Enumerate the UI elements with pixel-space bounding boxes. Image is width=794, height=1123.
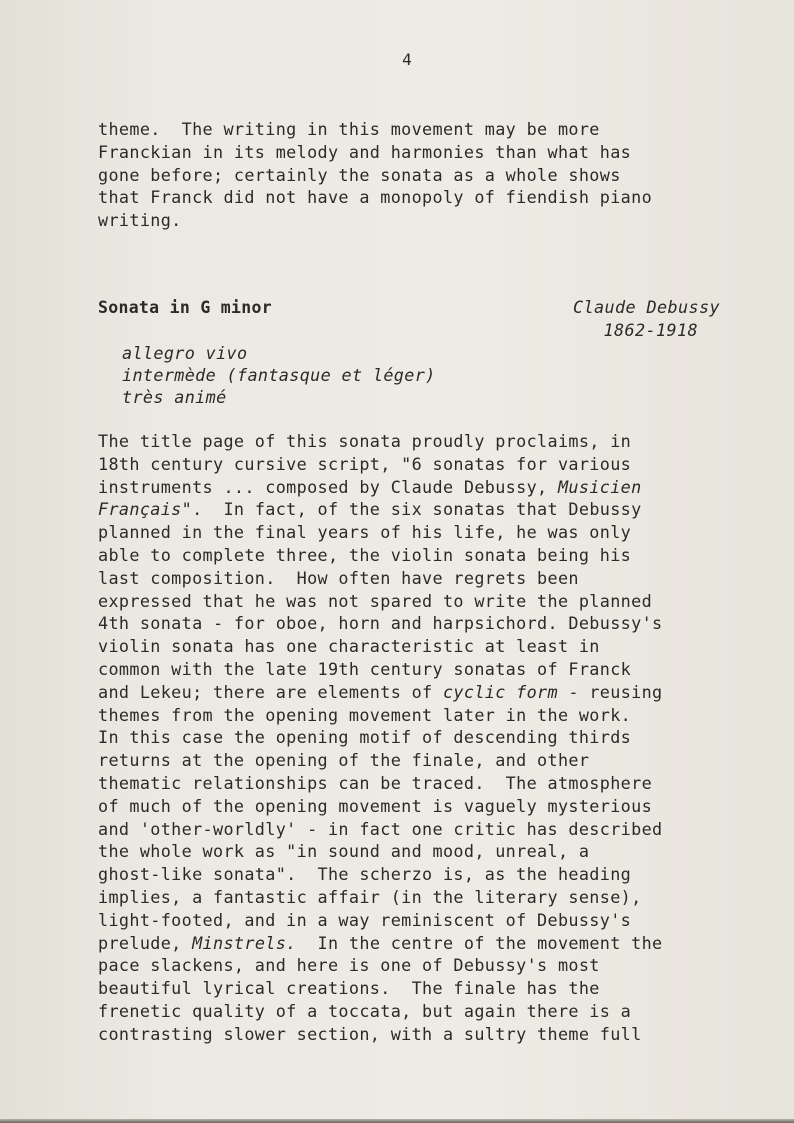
composer-block — [573, 296, 720, 341]
intro-paragraph: theme. The writing in this movement may be more Franckian in its melody and harmonies than what has gone before; certainly the sonata as a whole shows that Franck did not have a monopoly of fiendish piano writing. — [98, 119, 653, 231]
composer-dates: 1862-1918 — [603, 319, 698, 340]
body-paragraph: The title page of this sonata proudly proclaims, in 18th century cursive script, "6 sonatas for various instruments ... composed by Claude Debussy, Musicien Français". In fact, of the six sonatas that Debussy planned in the final years of his life, he was only able to complete three, the violin sonata being his last composition. How often have regrets been expressed that he was not spared to write the planned 4th sonata - for oboe, horn and harpsichord. Debussy's violin sonata has one characteristic at least in common with the late 19th century sonatas of Franck and Lekeu; there are elements of cyclic form - reusing themes from the opening movement later in the work. In this case the opening motif of descending thirds returns at the opening of the finale, and other thematic relationships can be traced. The atmosphere of much of the opening movement is vaguely mysterious and 'other-worldly' - in fact one critic has described the whole work as "in sound and mood, unreal, a ghost-like sonata". The scherzo is, as the heading implies, a fantastic affair (in the literary sense), light-footed, and in a way reminiscent of Debussy's prelude, Minstrels. In the centre of the movement the pace slackens, and here is one of Debussy's most beautiful lyrical creations. The finale has the frenetic quality of a toccata, but again there is a contrasting slower section, with a sultry theme full — [98, 431, 663, 1044]
movement-item: très animé — [122, 387, 227, 407]
movement-list — [122, 342, 436, 408]
paper-bottom-edge — [0, 1119, 794, 1123]
movement-item: intermède (fantasque et léger) — [122, 365, 436, 385]
movement-item: allegro vivo — [122, 343, 248, 363]
section-title: Sonata in G minor — [98, 298, 272, 317]
composer-name: Claude Debussy — [572, 297, 720, 317]
page-number: 4 — [402, 50, 412, 69]
